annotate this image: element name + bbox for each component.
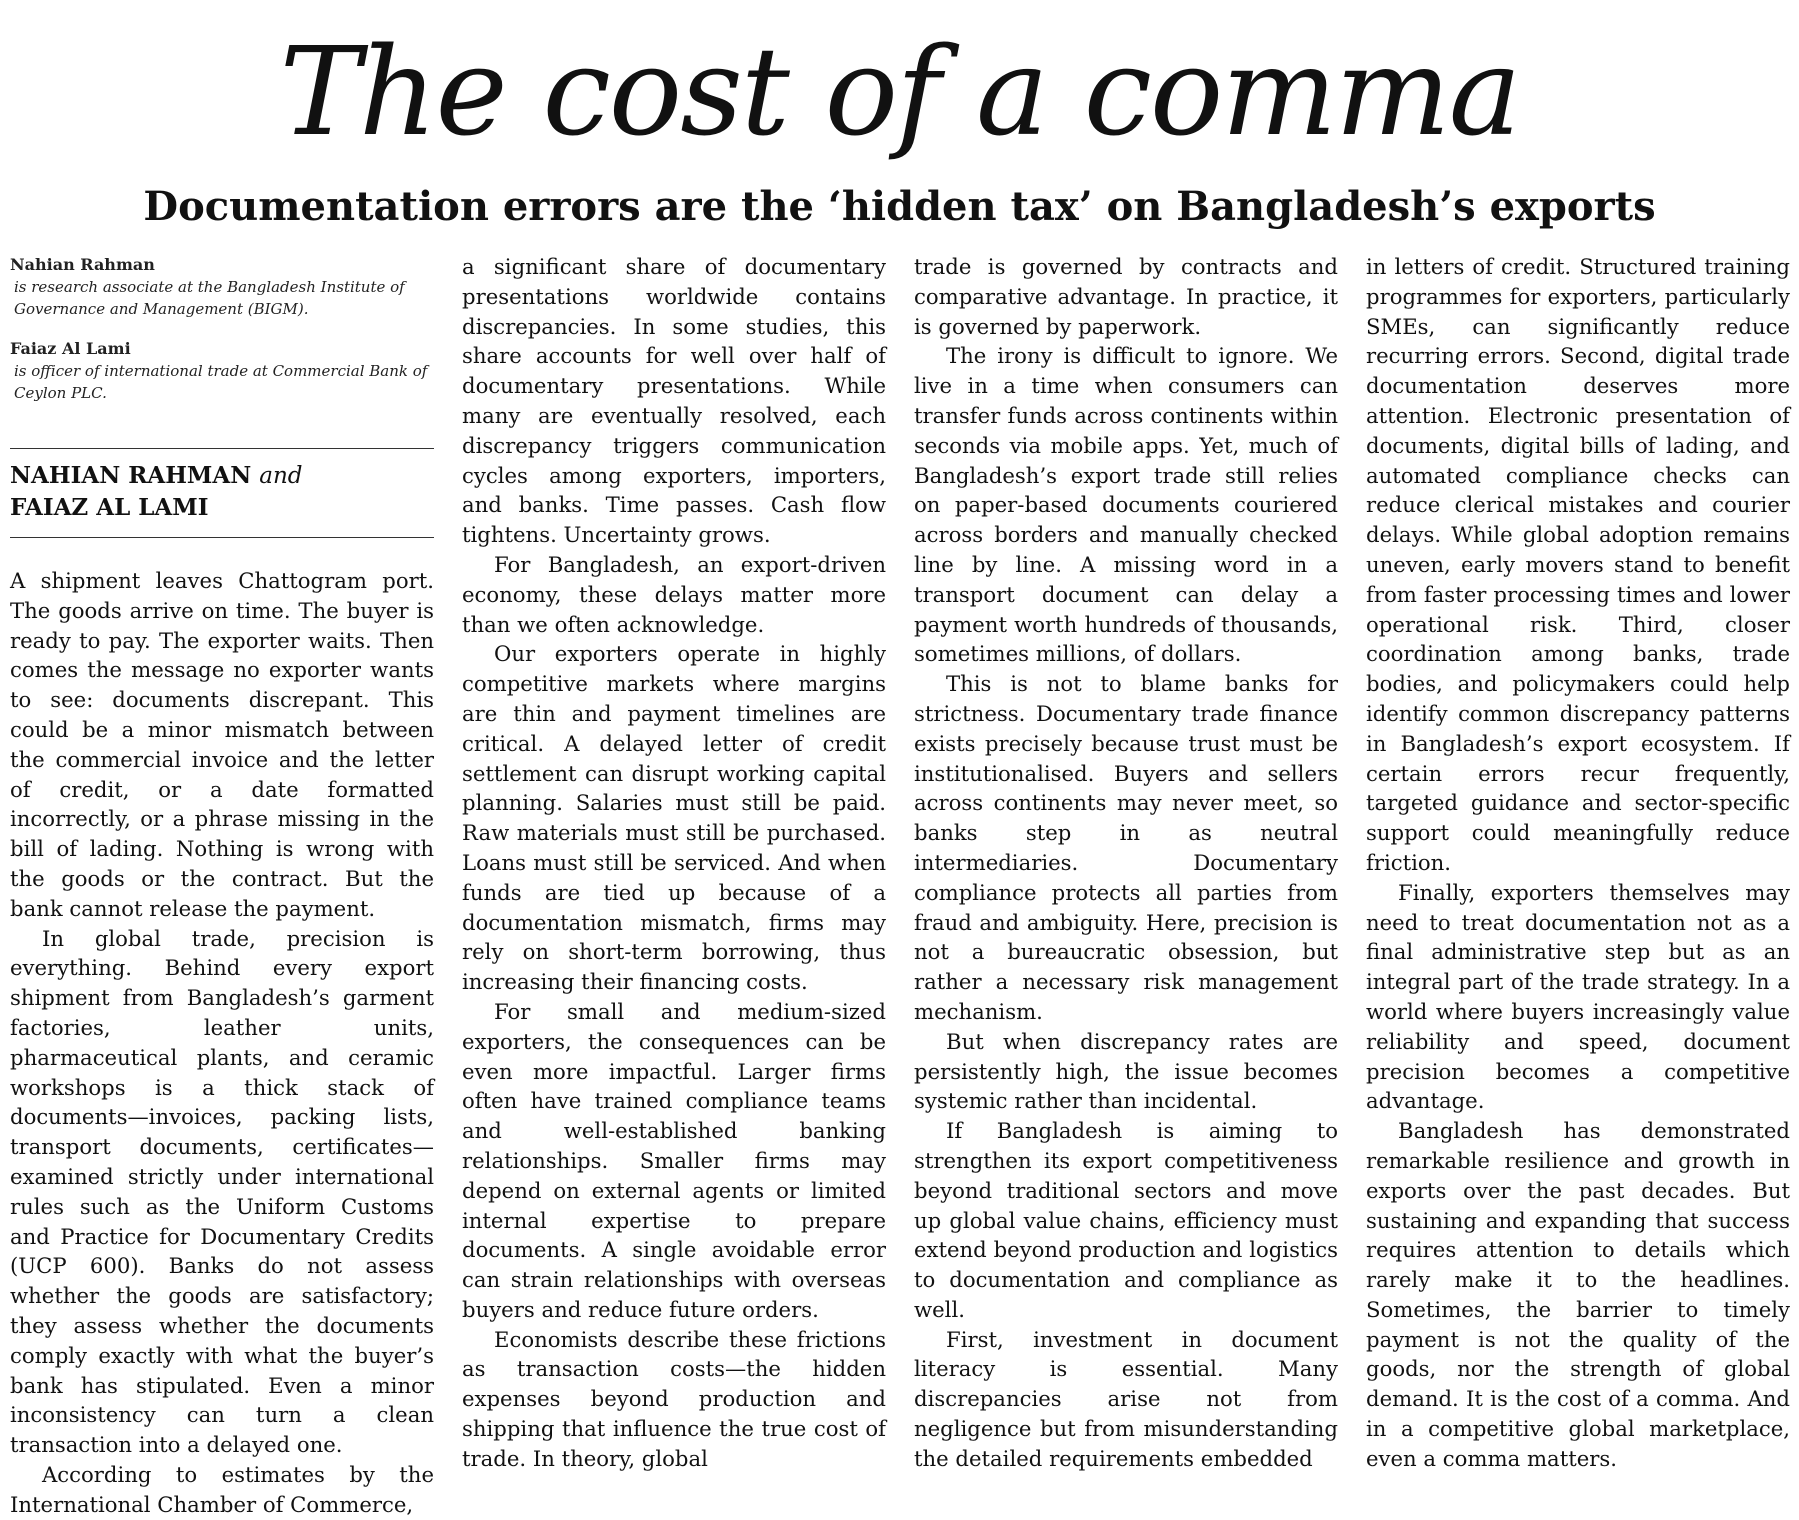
author-bio — [10, 254, 434, 320]
author-bio-description: is research associate at the Bangladesh Institute of Governance and Management (BIGM). — [14, 278, 405, 318]
article-paragraph: Bangladesh has demonstrated remarkable resilience and growth in exports over the past decades. But sustaining and expanding that success requires attention to details which rarely make it to the headlines. Sometimes, the barrier to timely payment is not the quality of the goods, nor the strength of global demand. It is the cost of a comma. And in a competitive global marketplace, even a comma matters. — [1366, 1118, 1790, 1471]
article-column-3 — [914, 252, 1338, 1474]
article-paragraph: In global trade, precision is everything. Behind every export shipment from Bangladesh’s garment factories, leather units, pharmaceutical plants, and ceramic workshops is a thick stack of documents—invoices, packing lists, transport documents, certificates—examined strictly under international rules such as the Uniform Customs and Practice for Documentary Credits (UCP 600). Banks do not assess whether the goods are satisfactory; they assess whether the documents comply exactly with what the buyer’s bank has stipulated. Even a minor inconsistency can turn a clean transaction into a delayed one. — [10, 925, 434, 1458]
article-paragraph: Economists describe these frictions as transaction costs—the hidden expenses beyond production and shipping that influence the true cost of trade. In theory, global — [462, 1326, 886, 1471]
author-bio-description: is officer of international trade at Commercial Bank of Ceylon PLC. — [14, 362, 428, 402]
article-paragraph: The irony is difficult to ignore. We live in a time when consumers can transfer funds across continents within seconds via mobile apps. Yet, much of Bangladesh’s export trade still relies on paper-based documents couriered across borders and manually checked line by line. A missing word in a transport document can delay a payment worth hundreds of thousands, sometimes millions, of dollars. — [914, 343, 1338, 667]
article-paragraph: This is not to blame banks for strictness. Documentary trade finance exists precisely because trust must be institutionalised. Buyers and sellers across continents may never meet, so banks step in as neutral intermediaries. Documentary compliance protects all parties from fraud and ambiguity. Here, precision is not a bureaucratic obsession, but rather a necessary risk management mechanism. — [914, 671, 1338, 1024]
article-paragraph: First, investment in document literacy is essential. Many discrepancies arise not from negligence but from misunderstanding the detailed requirements embedded — [914, 1326, 1338, 1471]
article-paragraph: For Bangladesh, an export-driven economy, these delays matter more than we often acknowledge. — [462, 551, 886, 637]
byline-divider-top — [10, 448, 434, 449]
byline-author-1: NAHIAN RAHMAN — [10, 462, 252, 489]
headline: The cost of a comma — [279, 21, 1520, 163]
article-paragraph: Our exporters operate in highly competitive markets where margins are thin and payment timelines are critical. A delayed letter of credit settlement can disrupt working capital planning. Salaries must still be paid. Raw materials must still be purchased. Loans must still be serviced. And when funds are tied up because of a documentation mismatch, firms may rely on short-term borrowing, thus increasing their financing costs. — [462, 641, 886, 995]
article-paragraph: But when discrepancy rates are persistently high, the issue becomes systemic rather than incidental. — [914, 1028, 1338, 1114]
byline — [10, 460, 434, 524]
byline-author-2: FAIAZ AL LAMI — [10, 494, 209, 521]
byline-connector: and — [259, 463, 303, 489]
article-paragraph: A shipment leaves Chattogram port. The goods arrive on time. The buyer is ready to pay. The exporter waits. Then comes the message no exporter wants to see: documents discrepant. This could be a minor mismatch between the commercial invoice and the letter of credit, or a date formatted incorrectly, or a phrase missing in the bill of lading. Nothing is wrong with the goods or the contract. But the bank cannot release the payment. — [10, 568, 434, 921]
article-paragraph: trade is governed by contracts and comparative advantage. In practice, it is governed by paperwork. — [914, 254, 1338, 339]
article-paragraph: For small and medium-sized exporters, the consequences can be even more impactful. Larger firms often have trained compliance teams and well-established banking relationships. Smaller firms may depend on external agents or limited internal expertise to prepare documents. A single avoidable error can strain relationships with overseas buyers and reduce future orders. — [462, 998, 886, 1322]
article-paragraph: Finally, exporters themselves may need to treat documentation not as a final administrative step but as an integral part of the trade strategy. In a world where buyers increasingly value reliability and speed, document precision becomes a competitive advantage. — [1366, 879, 1790, 1114]
article-column-4 — [1366, 252, 1790, 1474]
article-column-2 — [462, 252, 886, 1474]
article-column-1 — [10, 566, 434, 1520]
subheadline: Documentation errors are the ‘hidden tax’ on Bangladesh’s exports — [143, 183, 1656, 230]
article-paragraph: a significant share of documentary presentations worldwide contains discrepancies. In some studies, this share accounts for well over half of documentary presentations. While many are eventually resolved, each discrepancy triggers communication cycles among exporters, importers, and banks. Time passes. Cash flow tightens. Uncertainty grows. — [462, 254, 886, 548]
article-paragraph: If Bangladesh is aiming to strengthen its export competitiveness beyond traditional sectors and move up global value chains, efficiency must extend beyond production and logistics to documentation and compliance as well. — [914, 1118, 1338, 1322]
author-bio-name: Faiaz Al Lami — [10, 339, 131, 358]
byline-divider-bottom — [10, 537, 434, 538]
article-paragraph: in letters of credit. Structured training programmes for exporters, particularly SMEs, can significantly reduce recurring errors. Second, digital trade documentation deserves more attention. Electronic presentation of documents, digital bills of lading, and automated compliance checks can reduce clerical mistakes and courier delays. While global adoption remains uneven, early movers stand to benefit from faster processing times and lower operational risk. Third, closer coordination among banks, trade bodies, and policymakers could help identify common discrepancy patterns in Bangladesh’s export ecosystem. If certain errors recur frequently, targeted guidance and sector-specific support could meaningfully reduce friction. — [1366, 254, 1790, 875]
article-paragraph: According to estimates by the International Chamber of Commerce, — [10, 1461, 434, 1517]
author-bio — [10, 338, 434, 404]
author-bios — [10, 254, 434, 422]
author-bio-name: Nahian Rahman — [10, 255, 155, 274]
